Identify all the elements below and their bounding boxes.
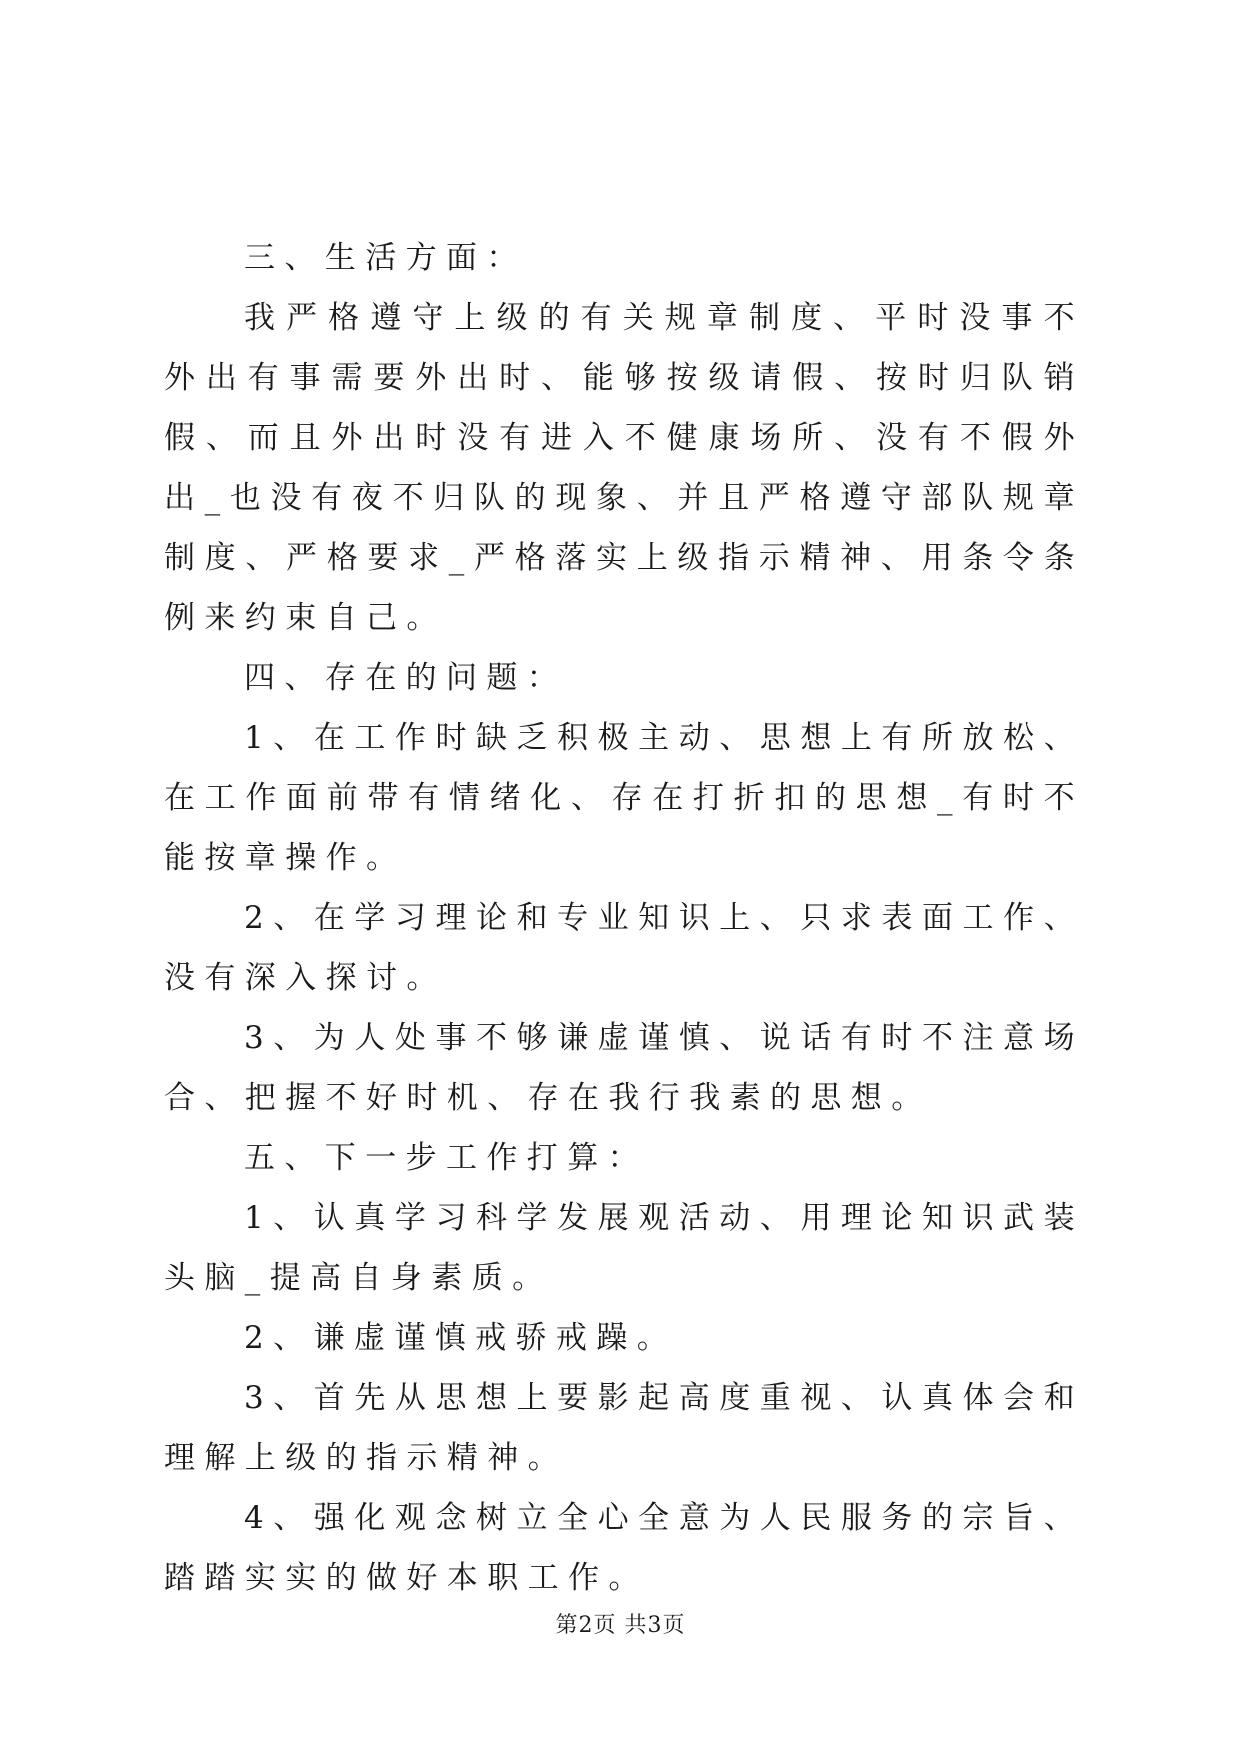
plan-item-1: 1、认真学习科学发展观活动、用理论知识武装头脑_提高自身素质。 <box>164 1200 1084 1296</box>
page-number-footer: 第2页 共3页 <box>555 1613 686 1638</box>
plan-item-3: 3、首先从思想上要影起高度重视、认真体会和理解上级的指示精神。 <box>164 1380 1084 1476</box>
paragraph-life-detail: 我严格遵守上级的有关规章制度、平时没事不外出有事需要外出时、能够按级请假、按时归队销假、而且外出时没有进入不健康场所、没有不假外出_也没有夜不归队的现象、并且严格遵守部队规章制度、严格要求_严格落实上级指示精神、用条令条例来约束自己。 <box>164 300 1084 636</box>
heading-life: 三、生活方面： <box>244 240 527 276</box>
problem-item-2: 2、在学习理论和专业知识上、只求表面工作、没有深入探讨。 <box>164 900 1084 996</box>
problem-item-1: 1、在工作时缺乏积极主动、思想上有所放松、在工作面前带有情绪化、存在打折扣的思想_有时不能按章操作。 <box>164 720 1084 876</box>
plan-item-4: 4、强化观念树立全心全意为人民服务的宗旨、踏踏实实的做好本职工作。 <box>164 1500 1084 1596</box>
problem-item-3: 3、为人处事不够谦虚谨慎、说话有时不注意场合、把握不好时机、存在我行我素的思想。 <box>164 1020 1084 1116</box>
heading-problems: 四、存在的问题： <box>244 660 568 696</box>
heading-next-steps: 五、下一步工作打算： <box>244 1140 648 1176</box>
plan-item-2: 2、谦虚谨慎戒骄戒躁。 <box>244 1320 678 1356</box>
document-body <box>164 228 1084 1608</box>
